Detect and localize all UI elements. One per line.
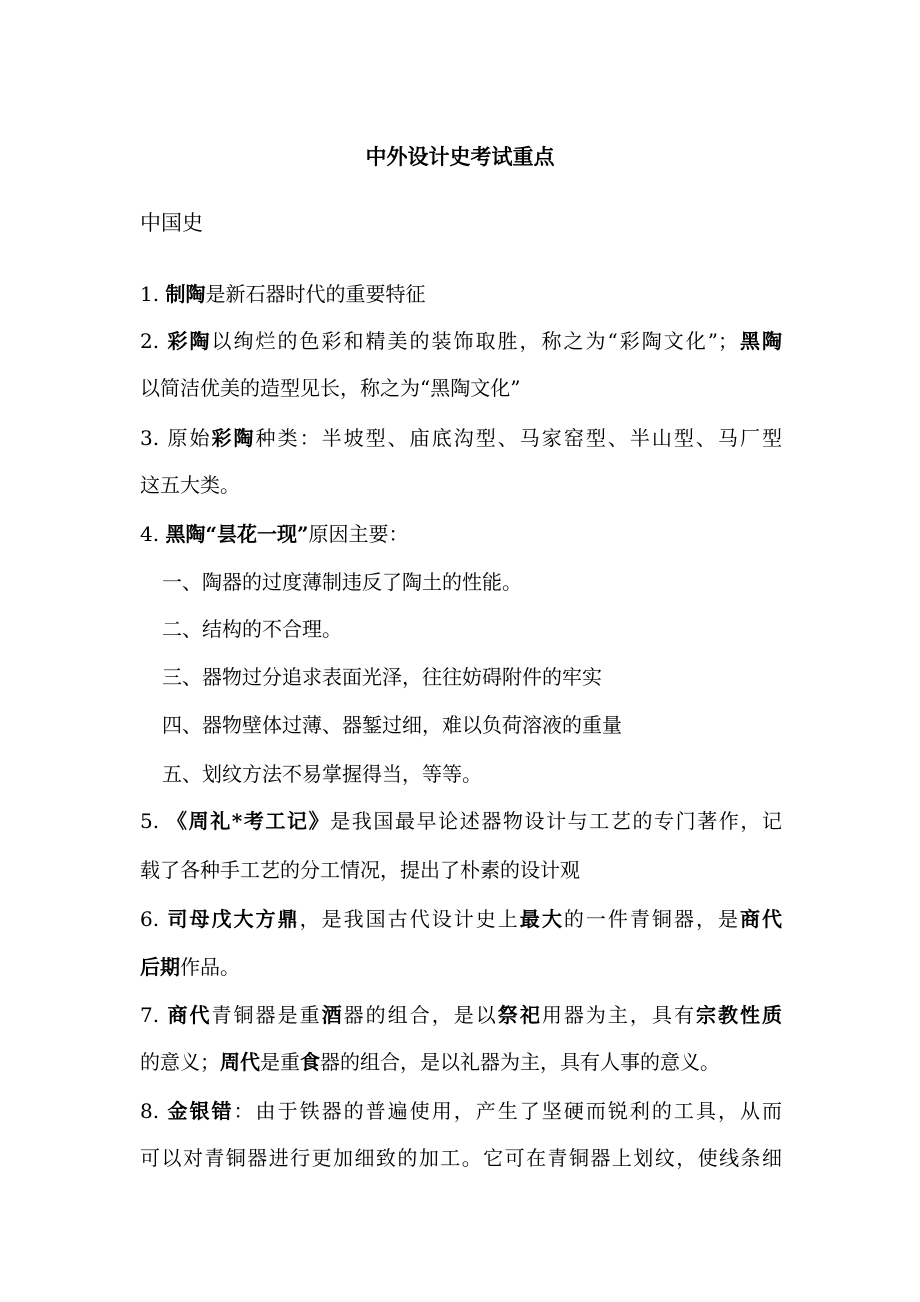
body-line: [140, 904, 782, 934]
body-text: 2.: [140, 329, 168, 353]
emphasis-text: 彩陶: [211, 426, 256, 450]
document-title: 中外设计史考试重点: [365, 145, 555, 169]
section-heading: 中国史: [140, 211, 203, 235]
body-text: 二、结构的不合理。: [162, 617, 342, 641]
body-text: 1.: [140, 282, 166, 306]
emphasis-text: 金银错: [167, 1099, 234, 1123]
body-text: 载了各种手工艺的分工情况，提出了朴素的设计观: [140, 858, 580, 882]
body-line: [140, 519, 782, 549]
body-line: [140, 1143, 782, 1173]
body-text: 青铜器是重: [211, 1003, 322, 1027]
body-text: 三、器物过分追求表面光泽，往往妨碍附件的牢实: [162, 665, 602, 689]
body-text: 以简洁优美的造型见长，称之为“黑陶文化”: [140, 376, 521, 400]
body-line: [140, 326, 782, 356]
body-text: 器的组合，是以: [343, 1003, 498, 1027]
body-text: 一、陶器的过度薄制违反了陶土的性能。: [162, 570, 522, 594]
body-text: 是新石器时代的重要特征: [205, 282, 426, 306]
body-line: [140, 806, 782, 836]
body-text: 的意义；: [140, 1050, 220, 1074]
body-line: [140, 1047, 782, 1077]
body-text: 是我国最早论述器物设计与工艺的专门著作，记: [330, 809, 782, 833]
emphasis-text: 周代: [220, 1050, 260, 1074]
body-line: [162, 567, 782, 597]
body-text: 的一件青铜器，是: [563, 907, 740, 931]
body-line: [162, 662, 782, 692]
body-line: [162, 759, 782, 789]
emphasis-text: 最大: [519, 907, 564, 931]
body-line: [140, 952, 782, 982]
body-text: 8.: [140, 1099, 168, 1123]
body-text: 7.: [140, 1003, 168, 1027]
body-text: 6.: [140, 907, 168, 931]
body-line: [140, 279, 782, 309]
emphasis-text: 黑陶: [738, 329, 783, 353]
emphasis-text: 黑陶“昙花一现”: [165, 522, 309, 546]
body-text: 用器为主，具有: [541, 1003, 696, 1027]
body-line: [162, 710, 782, 740]
emphasis-text: 祭祀: [497, 1003, 542, 1027]
body-text: 这五大类。: [140, 473, 240, 497]
emphasis-text: 酒: [321, 1003, 344, 1027]
body-text: 四、器物壁体过薄、器錾过细，难以负荷溶液的重量: [162, 713, 622, 737]
emphasis-text: 彩陶: [167, 329, 212, 353]
body-line: [140, 373, 782, 403]
body-text: 作品。: [180, 955, 240, 979]
body-text: 以绚烂的色彩和精美的装饰取胜，称之为“彩陶文化”；: [211, 329, 738, 353]
emphasis-text: 制陶: [165, 282, 206, 306]
body-text: 器的组合，是以礼器为主，具有人事的意义。: [320, 1050, 720, 1074]
emphasis-text: 司母戊大方鼎: [167, 907, 300, 931]
emphasis-text: 后期: [140, 955, 180, 979]
body-text: 可以对青铜器进行更加细致的加工。它可在青铜器上划纹，使线条细: [140, 1146, 782, 1170]
body-line: [162, 614, 782, 644]
body-text: 原因主要：: [308, 522, 409, 546]
body-line: [140, 855, 782, 885]
body-text: 3. 原始: [140, 426, 212, 450]
body-line: [140, 1096, 782, 1126]
emphasis-text: 《周礼*考工记》: [167, 809, 331, 833]
emphasis-text: 商代: [740, 907, 783, 931]
body-text: 5.: [140, 809, 168, 833]
body-text: ，是我国古代设计史上: [299, 907, 520, 931]
emphasis-text: 商代: [167, 1003, 212, 1027]
body-text: 是重: [260, 1050, 300, 1074]
body-text: 五、划纹方法不易掌握得当，等等。: [162, 762, 482, 786]
body-line: [140, 1000, 782, 1030]
body-line: [140, 470, 782, 500]
emphasis-text: 宗教性质: [695, 1003, 783, 1027]
body-text: 种类：半坡型、庙底沟型、马家窑型、半山型、马厂型: [255, 426, 782, 450]
body-text: 4.: [140, 522, 166, 546]
body-text: ：由于铁器的普遍使用，产生了坚硬而锐利的工具，从而: [233, 1099, 782, 1123]
body-line: [140, 423, 782, 453]
emphasis-text: 食: [300, 1050, 320, 1074]
